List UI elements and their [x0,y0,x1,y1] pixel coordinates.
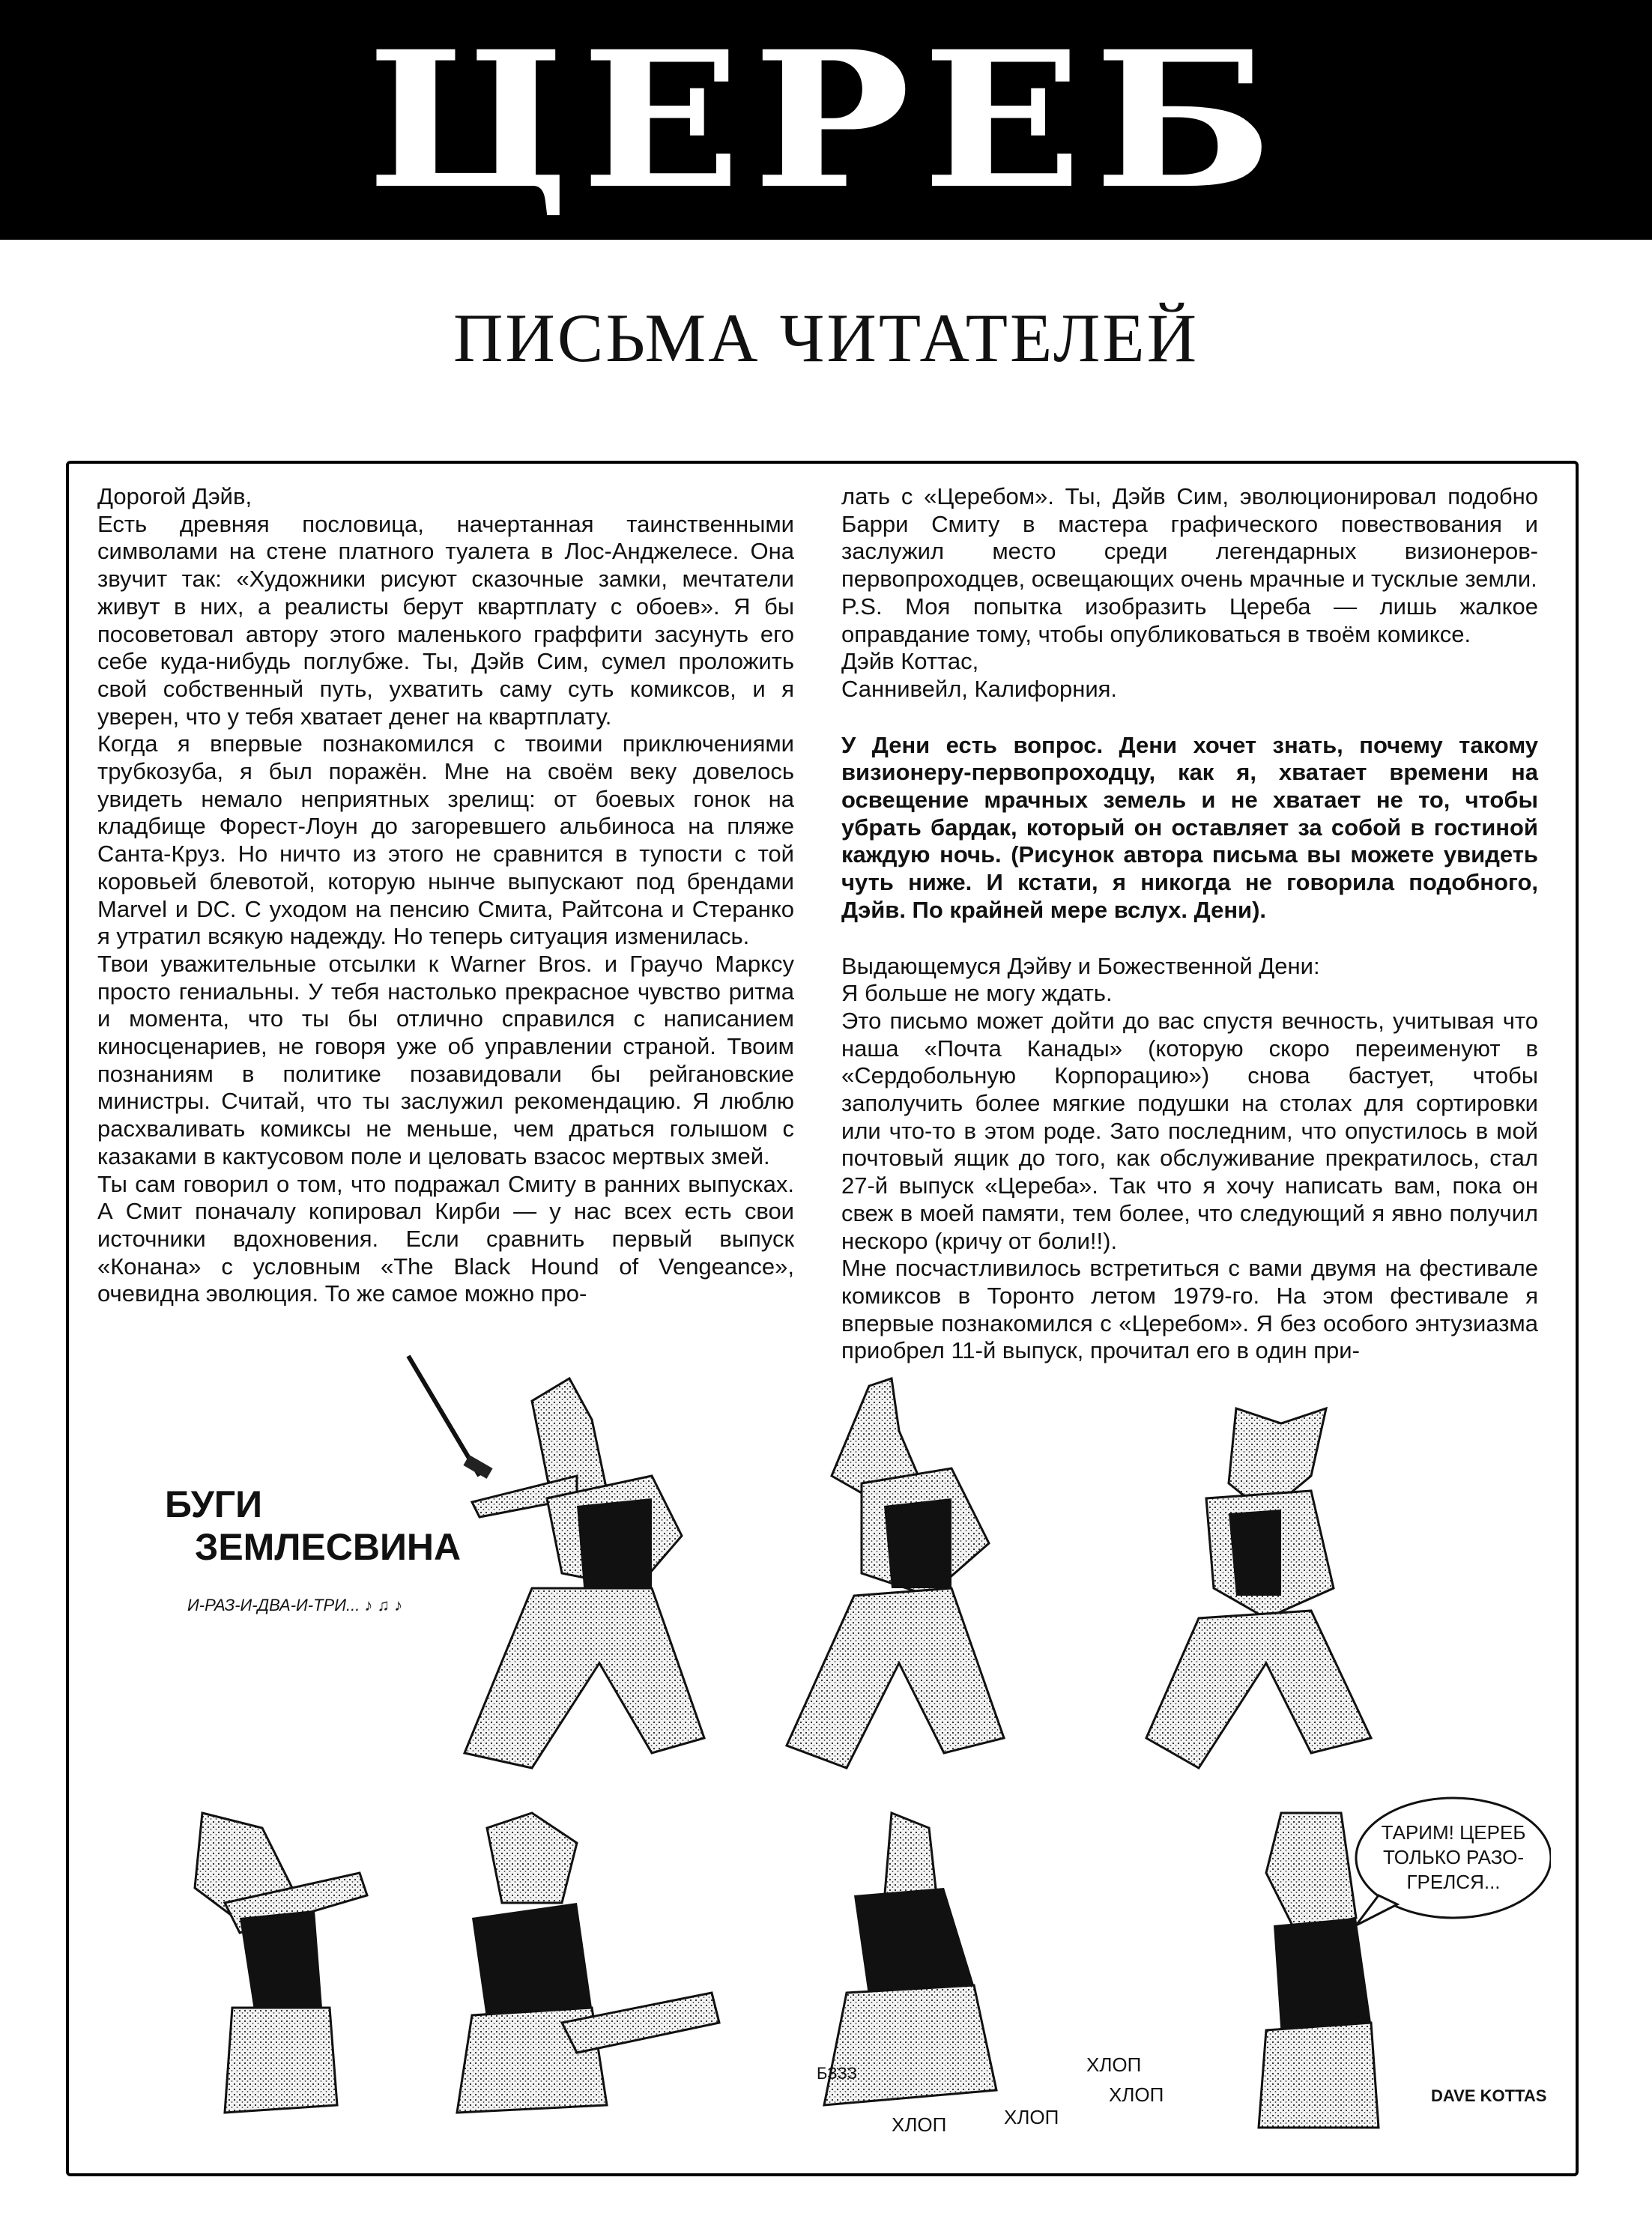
section-title: ПИСЬМА ЧИТАТЕЛЕЙ [453,300,1199,376]
aardvark-figure-1 [465,1378,704,1768]
letter-paragraph: Это письмо может дойти до вас спустя вечность, учитывая что наша «Почта Канады» (которую скоро переименуют в «Сердобольную Корпорацию») снова бастует, чтобы заполучить более мягкие подушки на столах для сортировки или что-то в этом роде. Зато последним, что опустилось в мой почтовый ящик до того, как обслуживание прекратилось, стал 27-й выпуск «Цереба». Так что я хочу написать вам, пока он свеж в моей памяти, тем более, что следующий я явно получил нескоро (кричу от боли!!). [841,1007,1538,1254]
comic-count-text: И-РАЗ-И-ДВА-И-ТРИ... ♪ ♫ ♪ [187,1596,403,1614]
letter-paragraph: Когда я впервые познакомился с твоими приключениями трубкозуба, я был поражён. Мне на своём веку довелось увидеть немало неприятных зрелищ: от боевых гонок на кладбище Форест-Лоун до загоревшего альбиноса на пляже Санта-Круз. Но ничто из этого не сравнится в тупости с той коровьей блевотой, которую нынче выпускают под брендами Marvel и DC. С уходом на пенсию Смита, Райтсона и Стеранко я утратил всякую надежду. Но теперь ситуация изменилась. [97,730,794,950]
speech-line-3: ГРЕЛСЯ... [1406,1871,1501,1893]
aardvark-figure-5 [457,1813,719,2113]
letter-salutation: Дорогой Дэйв, [97,483,252,509]
comic-title-line1: БУГИ [165,1483,263,1525]
editor-reply: У Дени есть вопрос. Дени хочет знать, почему такому визионеру-первопроходцу, как я, хватает времени на освещение мрачных земель и не хватает не то, чтобы убрать бардак, который он оставляет за собой в гостиной каждую ночь. (Рисунок автора письма вы можете увидеть чуть ниже. И кстати, я никогда не говорила подобного, Дэйв. По крайней мере вслух. Дени). [841,731,1538,923]
comic-logo: ЦЕРЕБ [366,10,1286,230]
sfx-clap: ХЛОП [1004,2106,1059,2128]
aardvark-figure-2 [787,1378,1004,1768]
sfx-clap: ХЛОП [1109,2083,1164,2106]
letter-signature-name: Дэйв Коттас, [841,648,979,675]
aardvark-figure-3 [1146,1408,1371,1768]
artist-signature: DAVE KOTTAS [1431,2086,1547,2105]
speech-line-1: ТАРИМ! ЦЕРЕБ [1381,1821,1526,1844]
masthead [0,0,1652,240]
speech-line-2: ТОЛЬКО РАЗО- [1382,1846,1525,1868]
letter-paragraph: Ты сам говорил о том, что подражал Смиту в ранних выпусках. А Смит поначалу копировал Кирби — у нас всех есть свои источники вдохновения. Если сравнить первый выпуск «Конана» с условным «The Black Hound of Vengeance», очевидна эволюция. То же самое можно про- [97,1170,794,1307]
aardvark-figure-6 [824,1813,996,2105]
left-column [97,483,794,1308]
letter-paragraph: Я больше не могу ждать. [841,980,1113,1007]
letter-paragraph: Твои уважительные отсылки к Warner Bros. и Граучо Марксу просто гениальны. У тебя настолько прекрасное чувство ритма и момента, что ты бы отлично справился с написанием киносценариев, не говоря уже об управлении страной. Твоим познаниям в политике позавидовали бы рейгановские министры. Считай, что ты заслужил рекомендацию. Я люблю расхваливать комиксы не меньше, чем драться голышом с казаками в кактусовом поле и целовать взасос мертвых змей. [97,950,794,1169]
letter-paragraph: лать с «Церебом». Ты, Дэйв Сим, эволюционировал подобно Барри Смиту в мастера графического повествования и заслужил место среди легендарных визионеров-первопроходцев, освещающих очень мрачные и тусклые земли. [841,483,1538,593]
reader-comic-strip [112,1348,1551,2158]
letter-paragraph: Мне посчастливилось встретиться с вами двумя на фестивале комиксов в Торонто летом 1979-го. На этом фестивале я впервые познакомился с «Церебом». Я без особого энтузиазма приобрел 11-й выпуск, прочитал его в один при- [841,1255,1538,1364]
comic-illustration [112,1348,1551,2158]
sfx-bzz: БЗЗЗ [817,2064,858,2083]
letter-paragraph: Есть древняя пословица, начертанная таинственными символами на стене платного туалета в Лос-Анджелесе. Она звучит так: «Художники рисуют сказочные замки, мечтатели живут в них, а реалисты берут квартплату с обоев». Я бы посоветовал автору этого маленького граффити засунуть его себе куда-нибудь поглубже. Ты, Дэйв Сим, сумел проложить свой собственный путь, ухватить саму суть комиксов, и я уверен, что у тебя хватает денег на квартплату. [97,510,794,730]
letter-ps: P.S. Моя попытка изобразить Цереба — лишь жалкое оправдание тому, чтобы опубликоваться в твоём комиксе. [841,593,1538,647]
letter-signature-place: Саннивейл, Калифорния. [841,675,1118,702]
sfx-clap: ХЛОП [892,2113,947,2136]
sword-drawing [408,1356,493,1479]
speech-balloon [1356,1798,1551,1925]
comic-title-line2: ЗЕМЛЕСВИНА [195,1526,462,1568]
aardvark-figure-4 [195,1813,367,2113]
right-column [841,483,1538,1365]
sfx-clap: ХЛОП [1086,2053,1142,2076]
letter2-salutation: Выдающемуся Дэйву и Божественной Дени: [841,952,1320,979]
